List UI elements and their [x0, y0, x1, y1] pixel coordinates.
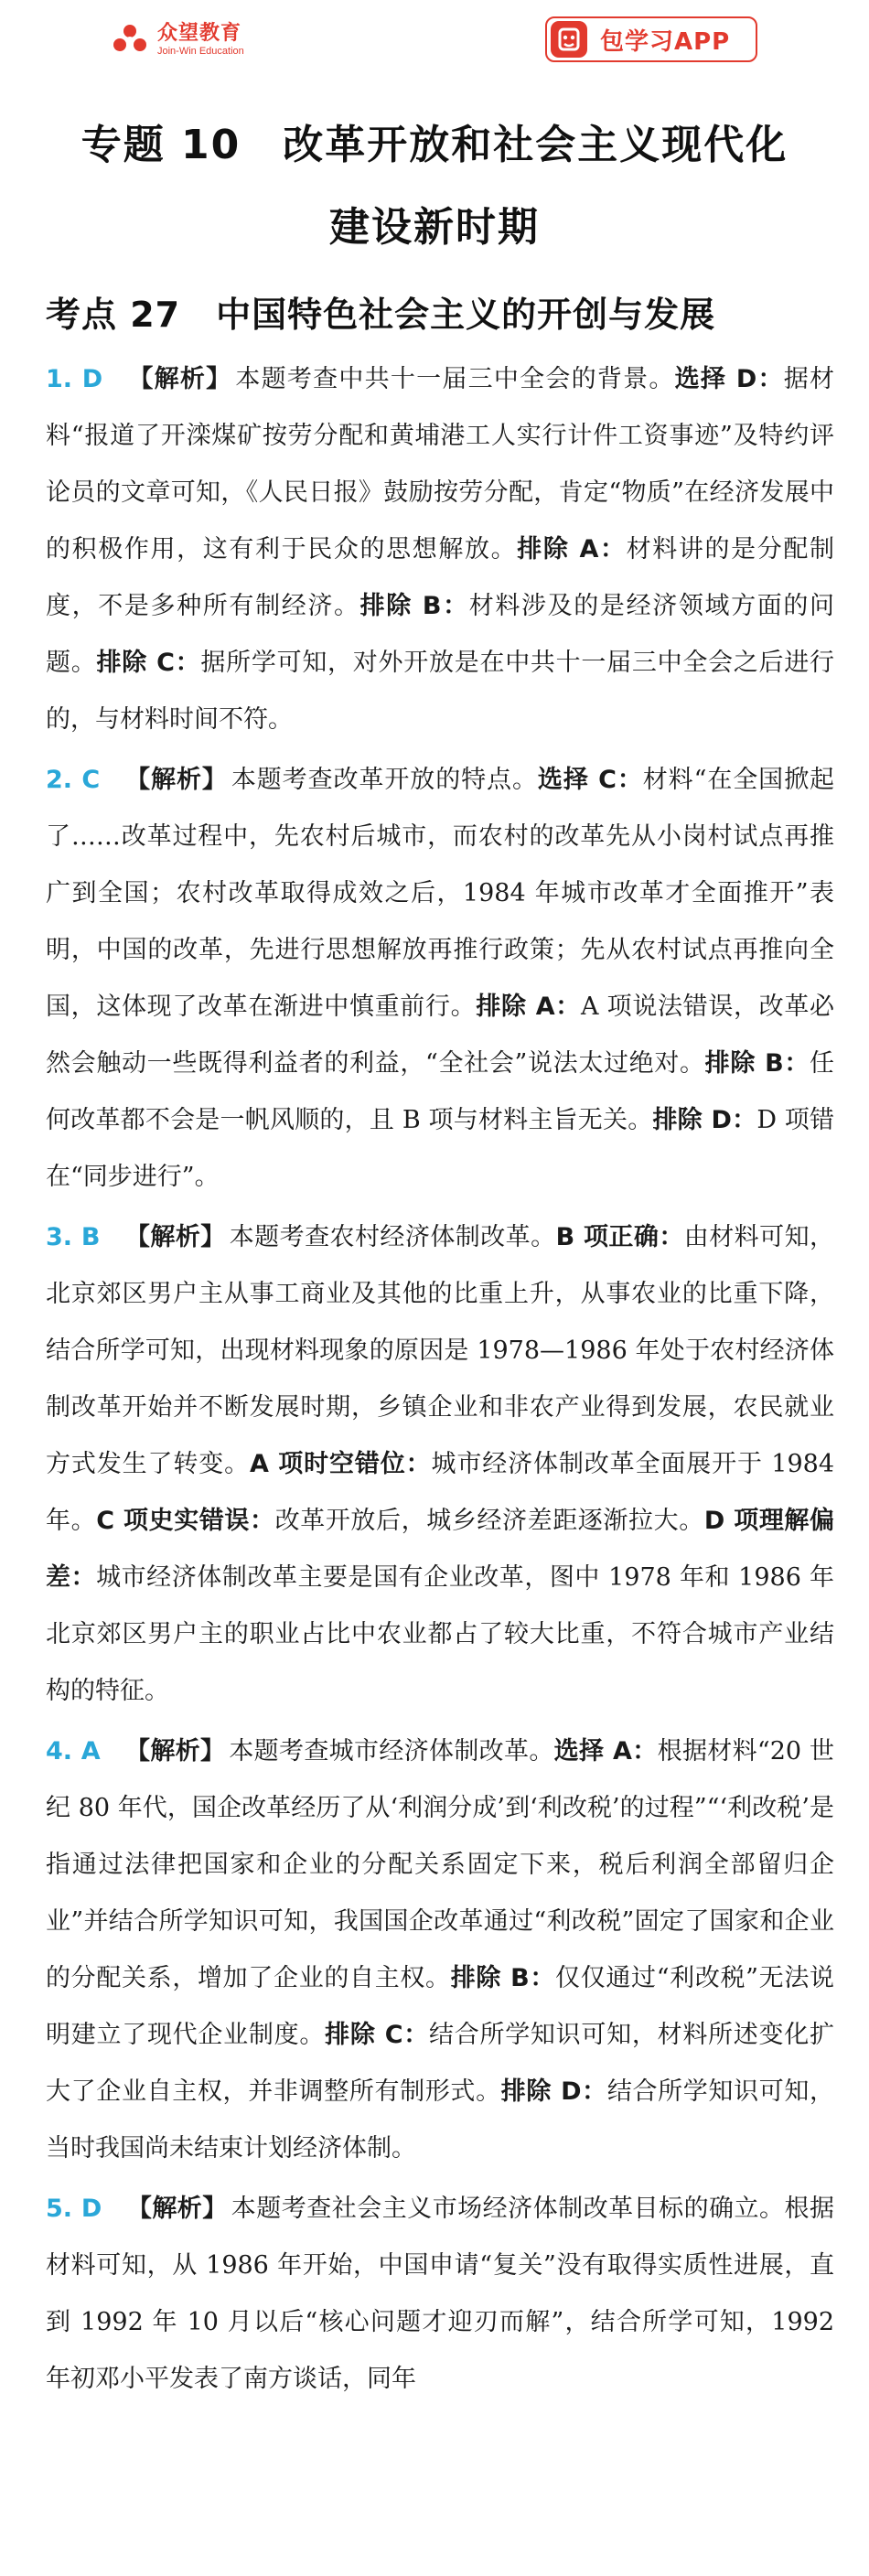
explanation-text: 本题考查社会主义市场经济体制改革目标的确立。根据材料可知，从 1986 年开始，中国申请“复关”没有取得实质性进展，直到 1992 年 10 月以后“核心问题才迎刃而解”，结合所学可知，1992 年初邓小平发表了南方谈话，同年: [46, 2195, 835, 2393]
option-verdict: B 项正确：: [555, 1223, 684, 1251]
brand-logo-icon: [110, 20, 150, 60]
brand-name-en: Join-Win Education: [157, 46, 244, 57]
explanation-text: 本题考查中共十一届三中全会的背景。: [235, 365, 675, 393]
option-verdict: D 项理解偏差：: [46, 1507, 835, 1592]
answer-item: [46, 1723, 834, 2177]
answer-text: [46, 1209, 834, 1720]
answer-number: 4. A: [46, 1737, 101, 1766]
explanation-text: 本题考查改革开放的特点。: [231, 766, 538, 794]
explanation-text: 结合所学知识可知，当时我国尚未结束计划经济体制。: [46, 2077, 835, 2163]
explanation-text: 根据材料“20 世纪 80 年代，国企改革经历了从‘利润分成’到‘利改税’的过程”“‘利改税’是指通过法律把国家和企业的分配关系固定下来，税后利润全部留归企业”并结合所学知识可知，我国国企改革通过“利改税”固定了国家和企业的分配关系，增加了企业的自主权。: [46, 1737, 835, 1992]
answer-number: 5. D: [46, 2195, 102, 2223]
analysis-tag: 【解析】: [127, 365, 232, 393]
answer-item: [46, 752, 834, 1206]
explanation-text: A 项说法错误，改革必然会触动一些既得利益者的利益，“全社会”说法太过绝对。: [46, 993, 835, 1078]
explanation-text: D 项错在“同步进行”。: [46, 1106, 835, 1191]
option-verdict: 排除 A：: [476, 993, 581, 1021]
explanation-text: 由材料可知，北京郊区男户主从事工商业及其他的比重上升，从事农业的比重下降，结合所学可知，出现材料现象的原因是 1978—1986 年处于农村经济体制改革开始并不断发展时期，乡镇企业和非农产业得到发展，农民就业方式发生了转变。: [46, 1223, 835, 1478]
option-verdict: 排除 B：: [704, 1049, 810, 1078]
analysis-tag: 【解析】: [124, 1223, 226, 1251]
app-badge[interactable]: [545, 16, 757, 62]
explanation-text: 任何改革都不会是一帆风顺的，且 B 项与材料主旨无关。: [46, 1049, 834, 1134]
answer-number: 2. C: [46, 766, 101, 794]
option-verdict: 排除 C：: [325, 2021, 429, 2049]
answer-item: [46, 1209, 834, 1720]
option-verdict: C 项史实错误：: [96, 1507, 275, 1535]
option-verdict: 选择 D：: [674, 365, 784, 393]
explanation-text: 城市经济体制改革主要是国有企业改革，图中 1978 年和 1986 年北京郊区男户主的职业占比中农业都占了较大比重，不符合城市产业结构的特征。: [46, 1563, 834, 1705]
option-verdict: 排除 D：: [652, 1106, 757, 1134]
answer-text: [46, 1723, 834, 2177]
option-verdict: 排除 B：: [359, 592, 469, 620]
analysis-tag: 【解析】: [124, 1737, 226, 1766]
explanation-text: 材料讲的是分配制度，不是多种所有制经济。: [46, 535, 835, 620]
option-verdict: 选择 C：: [537, 766, 643, 794]
page-header: [0, 0, 869, 82]
explanation-text: 本题考查农村经济体制改革。: [229, 1223, 556, 1251]
explanation-text: 结合所学知识可知，材料所述变化扩大了企业自主权，并非调整所有制形式。: [46, 2021, 835, 2106]
analysis-tag: 【解析】: [126, 2195, 228, 2223]
analysis-tag: 【解析】: [124, 766, 228, 794]
answer-item: [46, 2181, 834, 2408]
answer-number: 1. D: [46, 365, 103, 393]
option-verdict: A 项时空错位：: [250, 1450, 432, 1478]
option-verdict: 排除 B：: [450, 1964, 556, 1992]
option-verdict: 选择 A：: [553, 1737, 658, 1766]
answer-text: [46, 351, 834, 748]
answer-list: [46, 351, 834, 2411]
option-verdict: 排除 A：: [517, 535, 627, 564]
option-verdict: 排除 D：: [500, 2077, 607, 2106]
chapter-title-line-1: 专题 10 改革开放和社会主义现代化: [80, 122, 789, 168]
explanation-text: 材料“在全国掀起了……改革过程中，先农村后城市，而农村的改革先从小岗村试点再推广到全国；农村改革取得成效之后，1984 年城市改革才全面推开”表明，中国的改革，先进行思想解放再推行政策；先从农村试点再推向全国，这体现了改革在渐进中慎重前行。: [46, 766, 835, 1021]
answer-item: [46, 351, 834, 748]
option-verdict: 排除 C：: [96, 649, 201, 677]
chapter-title-line-2: 建设新时期: [329, 204, 540, 251]
app-icon: [549, 19, 589, 59]
explanation-text: 仅仅通过“利改税”无法说明建立了现代企业制度。: [46, 1964, 834, 2049]
brand-logo: [110, 16, 244, 64]
app-label: 包学习APP: [600, 27, 731, 56]
explanation-text: 改革开放后，城乡经济差距逐渐拉大。: [274, 1507, 704, 1535]
answer-number: 3. B: [46, 1223, 101, 1251]
section-heading: 考点 27 中国特色社会主义的开创与发展: [46, 295, 716, 335]
explanation-text: 本题考查城市经济体制改革。: [229, 1737, 554, 1766]
answer-text: [46, 752, 834, 1206]
explanation-text: 材料涉及的是经济领域方面的问题。: [46, 592, 835, 677]
explanation-text: 据所学可知，对外开放是在中共十一届三中全会之后进行的，与材料时间不符。: [46, 649, 835, 734]
brand-name: 众望教育: [157, 22, 242, 45]
explanation-text: 城市经济体制改革全面展开于 1984 年。: [46, 1450, 835, 1535]
explanation-text: 据材料“报道了开滦煤矿按劳分配和黄埔港工人实行计件工资事迹”及特约评论员的文章可知，《人民日报》鼓励按劳分配，肯定“物质”在经济发展中的积极作用，这有利于民众的思想解放。: [46, 365, 835, 564]
answer-text: [46, 2181, 834, 2408]
